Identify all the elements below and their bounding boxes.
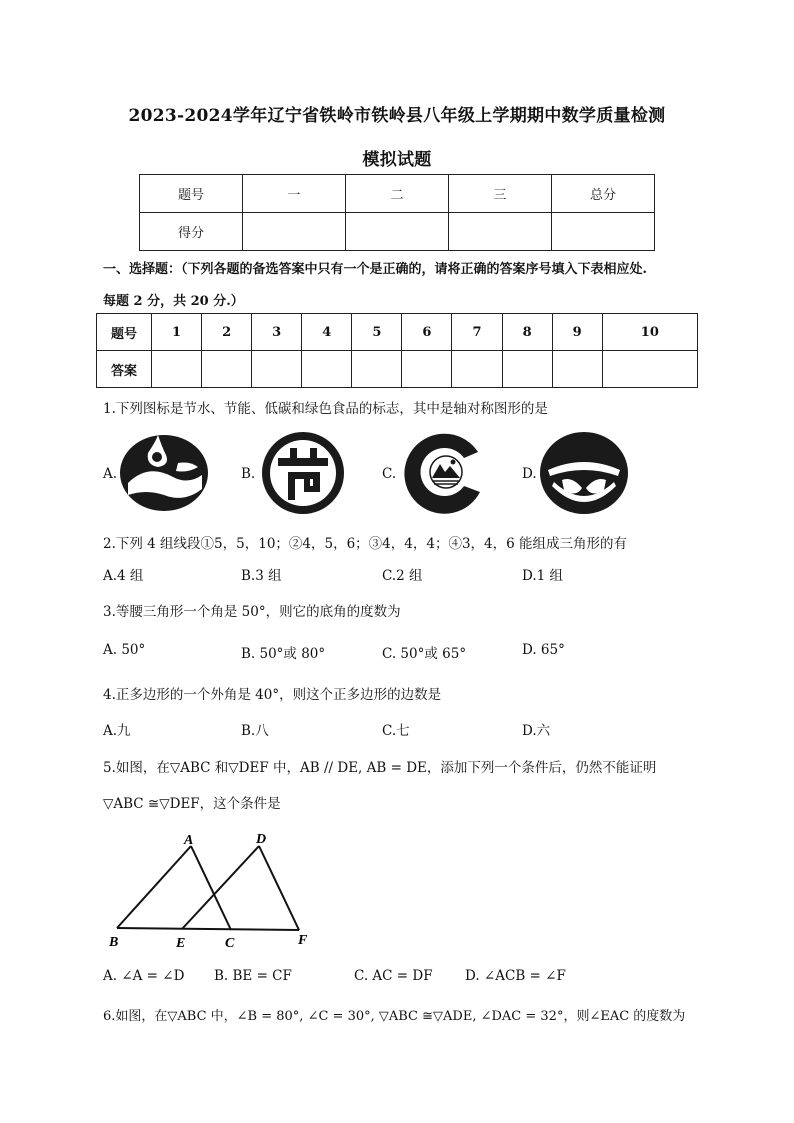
q1-option-c-label: C.	[382, 466, 397, 482]
q2-option-d: D.1 组	[522, 568, 564, 584]
section1-heading: 一、选择题：（下列各题的备选答案中只有一个是正确的，请将正确的答案序号填入下表相应处.	[103, 262, 648, 277]
question-5-text: 5.如图，在▽ABC 和▽DEF 中，AB // DE, AB = DE，添加下列一个条件后，仍然不能证明	[103, 760, 657, 776]
point-e-label: E	[176, 936, 186, 951]
answer-number: 5	[352, 314, 402, 351]
q5-triangle-figure	[104, 826, 324, 952]
answer-number: 9	[552, 314, 602, 351]
q5-option-a: A. ∠A = ∠D	[103, 968, 185, 984]
answer-cell	[352, 351, 402, 388]
question-3-text: 3.等腰三角形一个角是 50°，则它的底角的度数为	[103, 604, 401, 620]
answer-number: 3	[252, 314, 302, 351]
score-cell	[552, 213, 655, 251]
energy-saving-logo-icon	[260, 430, 346, 516]
q1-option-b-label: B.	[241, 466, 256, 482]
answer-table	[96, 313, 698, 388]
answer-cell	[302, 351, 352, 388]
document-subtitle: 模拟试题	[362, 150, 432, 170]
answer-number: 2	[202, 314, 252, 351]
q3-option-a: A. 50°	[103, 642, 146, 658]
answer-number: 1	[152, 314, 202, 351]
question-1-text: 1.下列图标是节水、节能、低碳和绿色食品的标志，其中是轴对称图形的是	[103, 401, 548, 417]
score-header-cell: 总分	[552, 175, 655, 213]
green-food-logo-icon	[538, 430, 630, 516]
score-table	[139, 174, 655, 251]
point-d-label: D	[256, 832, 267, 847]
point-c-label: C	[225, 936, 235, 951]
answer-cell	[502, 351, 552, 388]
answer-number: 10	[602, 314, 697, 351]
water-saving-logo-icon	[118, 433, 210, 513]
q2-option-a: A.4 组	[103, 568, 144, 584]
answer-cell	[602, 351, 697, 388]
q5-option-c: C. AC = DF	[354, 968, 433, 984]
score-header-cell: 一	[243, 175, 346, 213]
q3-option-c: C. 50°或 65°	[382, 646, 467, 662]
answer-number: 7	[452, 314, 502, 351]
point-a-label: A	[184, 833, 194, 848]
section1-scoring: 每题 2 分，共 20 分.）	[103, 294, 244, 309]
answer-header-label: 题号	[97, 314, 152, 351]
score-header-cell: 三	[449, 175, 552, 213]
q3-option-d: D. 65°	[522, 642, 565, 658]
q4-option-c: C.七	[382, 723, 410, 739]
q2-option-b: B.3 组	[241, 568, 282, 584]
answer-cell	[452, 351, 502, 388]
question-6-text: 6.如图，在▽ABC 中，∠B = 80°, ∠C = 30°, ▽ABC ≅▽ADE, ∠DAC = 32°，则∠EAC 的度数为	[103, 1009, 686, 1024]
score-header-cell: 题号	[140, 175, 243, 213]
answer-number: 4	[302, 314, 352, 351]
answer-cell	[402, 351, 452, 388]
q4-option-a: A.九	[103, 723, 131, 739]
score-cell	[243, 213, 346, 251]
q1-option-d-label: D.	[522, 466, 537, 482]
answer-cell	[202, 351, 252, 388]
point-b-label: B	[109, 935, 119, 950]
answer-number: 8	[502, 314, 552, 351]
answer-number: 6	[402, 314, 452, 351]
score-cell	[346, 213, 449, 251]
score-cell	[449, 213, 552, 251]
score-row-label: 得分	[140, 213, 243, 251]
question-2-text: 2.下列 4 组线段①5，5，10；②4，5，6；③4，4，4；④3，4，6 能组成三角形的有	[103, 536, 628, 552]
q5-option-b: B. BE = CF	[214, 968, 292, 984]
q4-option-d: D.六	[522, 723, 551, 739]
answer-cell	[152, 351, 202, 388]
q1-option-a-label: A.	[103, 466, 118, 482]
answer-cell	[252, 351, 302, 388]
point-f-label: F	[298, 933, 308, 948]
score-header-cell: 二	[346, 175, 449, 213]
document-title: 2023-2024学年辽宁省铁岭市铁岭县八年级上学期期中数学质量检测	[128, 106, 666, 126]
low-carbon-logo-icon	[398, 430, 488, 516]
question-4-text: 4.正多边形的一个外角是 40°，则这个正多边形的边数是	[103, 687, 442, 703]
answer-row-label: 答案	[97, 351, 152, 388]
question-5-text-continued: ▽ABC ≅▽DEF，这个条件是	[103, 796, 281, 812]
q5-option-d: D. ∠ACB = ∠F	[465, 968, 566, 984]
answer-cell	[552, 351, 602, 388]
q2-option-c: C.2 组	[382, 568, 423, 584]
q4-option-b: B.八	[241, 723, 269, 739]
q3-option-b: B. 50°或 80°	[241, 646, 326, 662]
